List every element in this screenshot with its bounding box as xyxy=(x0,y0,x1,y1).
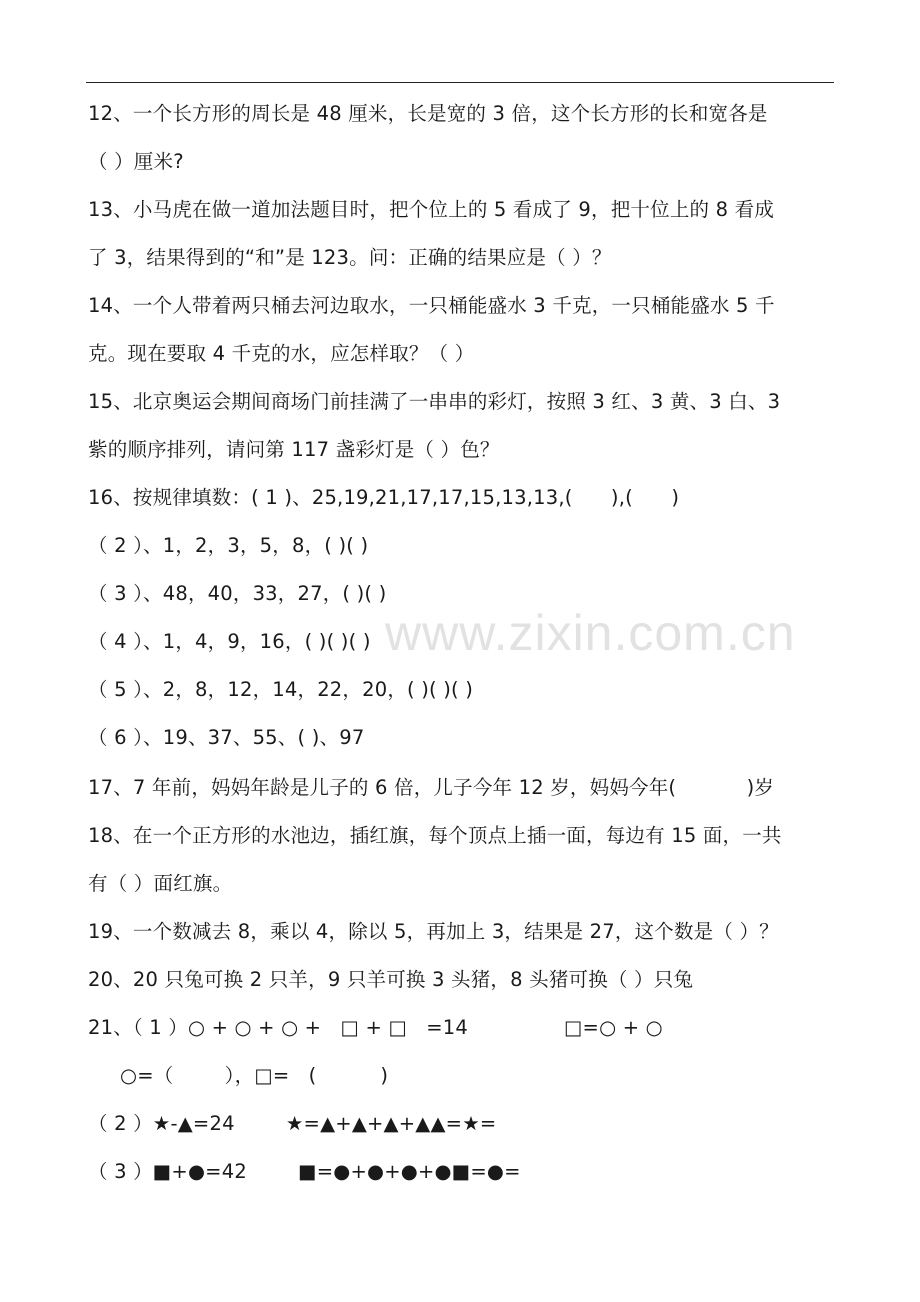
line-q18-b: 有（ ）面红旗。 xyxy=(88,872,233,895)
line-q19: 19、一个数减去 8，乘以 4，除以 5，再加上 3，结果是 27，这个数是（ ）？ xyxy=(88,920,779,943)
line-q16-5: （ 5 ）、2，8，12，14，22，20，( )( )( ) xyxy=(88,678,474,701)
line-q14-a: 14、一个人带着两只桶去河边取水，一只桶能盛水 3 千克，一只桶能盛水 5 千 xyxy=(88,294,775,317)
line-q16-1: 16、按规律填数：( 1 )、25,19,21,17,17,15,13,13,( ),( ) xyxy=(88,486,680,509)
line-q20: 20、20 只兔可换 2 只羊，9 只羊可换 3 头猪，8 头猪可换（ ）只兔 xyxy=(88,968,694,991)
line-q15-b: 紫的顺序排列，请问第 117 盏彩灯是（ ）色？ xyxy=(88,438,500,461)
line-q15-a: 15、北京奥运会期间商场门前挂满了一串串的彩灯，按照 3 红、3 黄、3 白、3 xyxy=(88,390,781,413)
line-q21-1: 21、（ 1 ）○ + ○ + ○ + □ + □ =14 □=○ + ○ xyxy=(88,1016,663,1039)
line-q21-3: （ 3 ）■+●=42 ■=●+●+●+●■=●= xyxy=(88,1160,521,1183)
watermark: www.zixin.com.cn xyxy=(385,605,796,661)
line-q21-2: （ 2 ）★-▲=24 ★=▲+▲+▲+▲▲=★= xyxy=(88,1112,497,1135)
line-q16-4: （ 4 ）、1，4，9，16，( )( )( ) xyxy=(88,630,371,653)
line-q12-a: 12、一个长方形的周长是 48 厘米，长是宽的 3 倍，这个长方形的长和宽各是 xyxy=(88,102,768,125)
line-q16-2: （ 2 ）、1，2，3，5，8，( )( ) xyxy=(88,534,369,557)
header-rule xyxy=(86,82,834,83)
line-q14-b: 克。现在要取 4 千克的水，应怎样取？（ ） xyxy=(88,342,475,365)
line-q13-a: 13、小马虎在做一道加法题目时，把个位上的 5 看成了 9，把十位上的 8 看成 xyxy=(88,198,775,221)
line-q17: 17、7 年前，妈妈年龄是儿子的 6 倍，儿子今年 12 岁，妈妈今年( )岁 xyxy=(88,776,775,799)
line-q16-6: （ 6 ）、19、37、55、( )、97 xyxy=(88,726,365,749)
line-q18-a: 18、在一个正方形的水池边，插红旗，每个顶点上插一面，每边有 15 面，一共 xyxy=(88,824,782,847)
line-q16-3: （ 3 ）、48，40，33，27，( )( ) xyxy=(88,582,387,605)
line-q13-b: 了 3，结果得到的“和”是 123。问：正确的结果应是（ ）？ xyxy=(88,246,612,269)
line-q12-b: （ ）厘米? xyxy=(88,150,184,173)
line-q21-1-answer: ○=（ ），□= ( ) xyxy=(88,1064,389,1087)
